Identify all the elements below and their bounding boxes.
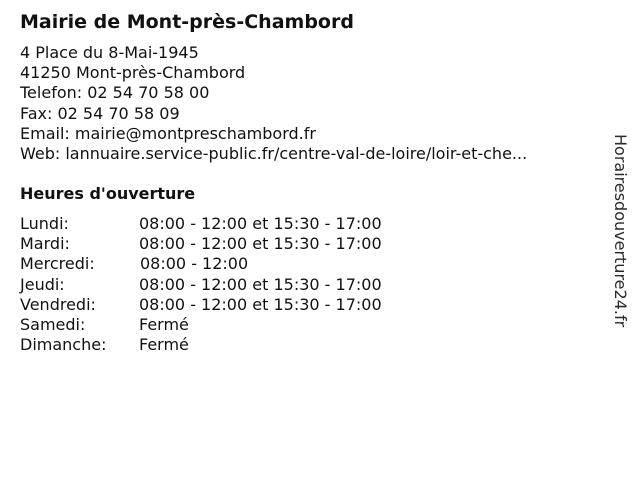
address-street: 4 Place du 8-Mai-1945 [20, 43, 199, 62]
address-city: 41250 Mont-près-Chambord [20, 63, 246, 83]
contact-info [20, 43, 527, 164]
hours-value: 08:00 - 12:00 et 15:30 - 17:00 [139, 214, 382, 233]
phone-number: Telefon: 02 54 70 58 00 [20, 83, 210, 103]
day-label: Dimanche: [20, 335, 107, 355]
day-label: Vendredi: [20, 294, 96, 314]
hours-value: 08:00 - 12:00 et 15:30 - 17:00 [139, 274, 382, 294]
hours-value: Fermé [139, 335, 189, 355]
email-address: Email: mairie@montpreschambord.fr [20, 123, 316, 143]
day-label: Mardi: [20, 234, 70, 254]
day-label: Mercredi: [20, 254, 95, 274]
hours-value: 08:00 - 12:00 et 15:30 - 17:00 [139, 294, 382, 314]
site-watermark [609, 134, 631, 374]
page-title: Mairie de Mont-près-Chambord [20, 11, 354, 33]
hours-value: 08:00 - 12:00 [140, 254, 249, 274]
day-label: Jeudi: [20, 274, 65, 294]
day-label: Samedi: [20, 314, 86, 334]
hours-value: 08:00 - 12:00 et 15:30 - 17:00 [139, 234, 382, 254]
hours-value: Fermé [139, 314, 189, 334]
day-label: Lundi: [20, 214, 69, 233]
opening-hours-heading: Heures d'ouverture [20, 184, 196, 203]
fax-number: Fax: 02 54 70 58 09 [20, 103, 180, 123]
watermark-text: Horairesdouverture24.fr [611, 134, 630, 328]
website-url: Web: lannuaire.service-public.fr/centre-val-de-loire/loir-et-che... [20, 144, 528, 164]
